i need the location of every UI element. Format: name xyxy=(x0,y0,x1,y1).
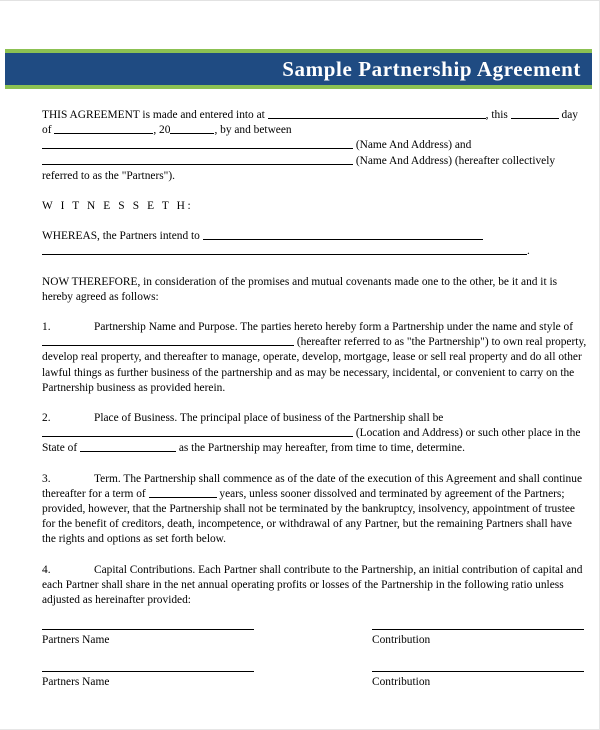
intro-line5: referred to as the "Partners"). xyxy=(42,169,175,182)
blank-field-location[interactable] xyxy=(268,109,486,119)
signature-line-partner-name[interactable] xyxy=(42,629,254,630)
clause-2-title: Place of Business. xyxy=(94,412,178,425)
signature-cell-contribution xyxy=(372,671,584,689)
clause-3 xyxy=(42,472,588,548)
table-row xyxy=(42,671,588,689)
blank-field-term-years[interactable] xyxy=(149,488,217,498)
blank-field-partnership-name[interactable] xyxy=(42,336,294,346)
spacer xyxy=(42,305,588,320)
intro-line1-b: , this xyxy=(485,109,511,121)
spacer xyxy=(42,184,588,199)
blank-field-partner2-address[interactable] xyxy=(42,154,353,164)
signature-cell-contribution xyxy=(372,629,584,647)
clause-2-body-c: as the Partnership may hereafter, from time to time, determine. xyxy=(175,442,465,455)
intro-line2-a: of xyxy=(42,124,55,137)
clause-2-body-a: The principal place of business of the Partnership shall be xyxy=(177,412,444,425)
intro-line2-c: , by and between xyxy=(214,124,292,137)
clause-1-number: 1. xyxy=(42,321,51,334)
clause-4-number: 4. xyxy=(42,563,51,576)
signature-table xyxy=(42,629,588,713)
clause-2-number: 2. xyxy=(42,412,51,425)
clause-4 xyxy=(42,563,588,609)
signature-label-partner-name: Partners Name xyxy=(42,634,110,646)
spacer xyxy=(42,548,588,563)
intro-line2-b: , 20 xyxy=(153,124,171,137)
intro-line4-b: (Name And Address) (hereafter collectively xyxy=(353,154,556,167)
clause-3-body-a: The Partnership shall commence as of the date of the execution of this Agreement and shall continue thereafter for a term of xyxy=(42,472,583,500)
table-row xyxy=(42,629,588,647)
signature-label-contribution: Contribution xyxy=(372,676,431,688)
intro-line1-c: day xyxy=(558,109,578,121)
blank-field-day[interactable] xyxy=(511,109,559,119)
blank-field-year[interactable] xyxy=(170,124,214,134)
signature-label-contribution: Contribution xyxy=(372,634,431,646)
signature-line-contribution[interactable] xyxy=(372,629,584,630)
clause-1 xyxy=(42,320,588,396)
clause-2 xyxy=(42,411,588,457)
spacer xyxy=(42,457,588,472)
blank-field-place-of-business[interactable] xyxy=(42,427,353,437)
whereas-paragraph xyxy=(42,229,588,259)
clause-3-number: 3. xyxy=(42,472,51,485)
clause-1-body-a: The parties hereto hereby form a Partnership under the name and style of xyxy=(237,321,574,334)
witnesseth-heading: W I T N E S S E T H: xyxy=(42,200,194,213)
blank-field-month[interactable] xyxy=(54,124,153,134)
now-therefore-paragraph: NOW THEREFORE, in consideration of the promises and mutual covenants made one to the other, be it and it is hereby agreed as follows: xyxy=(42,275,558,303)
clause-3-body-b: years, unless sooner dissolved and terminated by agreement of the Partners; provided, however, that the Partnership shall not be terminated by the bankruptcy, insolvency, appointment of trustee for the benefit of creditors, death, incompetence, or withdrawal of any Partner, but the remaining Partners shall have the rights and options as set forth below. xyxy=(42,487,575,546)
clause-3-title: Term. xyxy=(94,472,121,485)
document-body xyxy=(42,108,588,608)
spacer xyxy=(42,214,588,229)
signature-cell-partner-name xyxy=(42,671,254,689)
intro-paragraph xyxy=(42,108,588,184)
signature-label-partner-name: Partners Name xyxy=(42,676,110,688)
clause-4-title: Capital Contributions. xyxy=(94,563,196,576)
page-title: Sample Partnership Agreement xyxy=(282,56,581,81)
intro-line1-a: THIS AGREEMENT is made and entered into at xyxy=(42,109,268,121)
document-header-banner xyxy=(5,49,592,89)
signature-line-contribution[interactable] xyxy=(372,671,584,672)
signature-line-partner-name[interactable] xyxy=(42,671,254,672)
whereas-tail: . xyxy=(527,245,530,258)
intro-line3-b: (Name And Address) and xyxy=(353,139,472,152)
clause-2-body-b: (Location and Address) or such other place in the State of xyxy=(42,427,581,455)
blank-field-state[interactable] xyxy=(80,442,176,452)
clause-1-title: Partnership Name and Purpose. xyxy=(94,321,238,334)
whereas-text: WHEREAS, the Partners intend to xyxy=(42,230,203,243)
clause-1-body-b: (hereafter referred to as "the Partnership") to own real property, develop real property, and thereafter to manage, operate, develop, mortgage, lease or sell real property and do all other lawful things as further business of the partnership and as may be necessary, incidental, or convenient to carry on the Partnership business as provided herein. xyxy=(42,336,587,394)
blank-field-whereas-2[interactable] xyxy=(42,245,527,255)
spacer xyxy=(42,396,588,411)
signature-cell-partner-name xyxy=(42,629,254,647)
blank-field-partner1-address[interactable] xyxy=(42,139,353,149)
blank-field-whereas-1[interactable] xyxy=(203,230,483,240)
spacer xyxy=(42,260,588,275)
clause-4-body-a: Each Partner shall contribute to the Partnership, an initial contribution of capital and each Partner shall share in the net annual operating profits or losses of the Partnership in the following ratio unless adjusted as hereinafter provided: xyxy=(42,563,583,607)
